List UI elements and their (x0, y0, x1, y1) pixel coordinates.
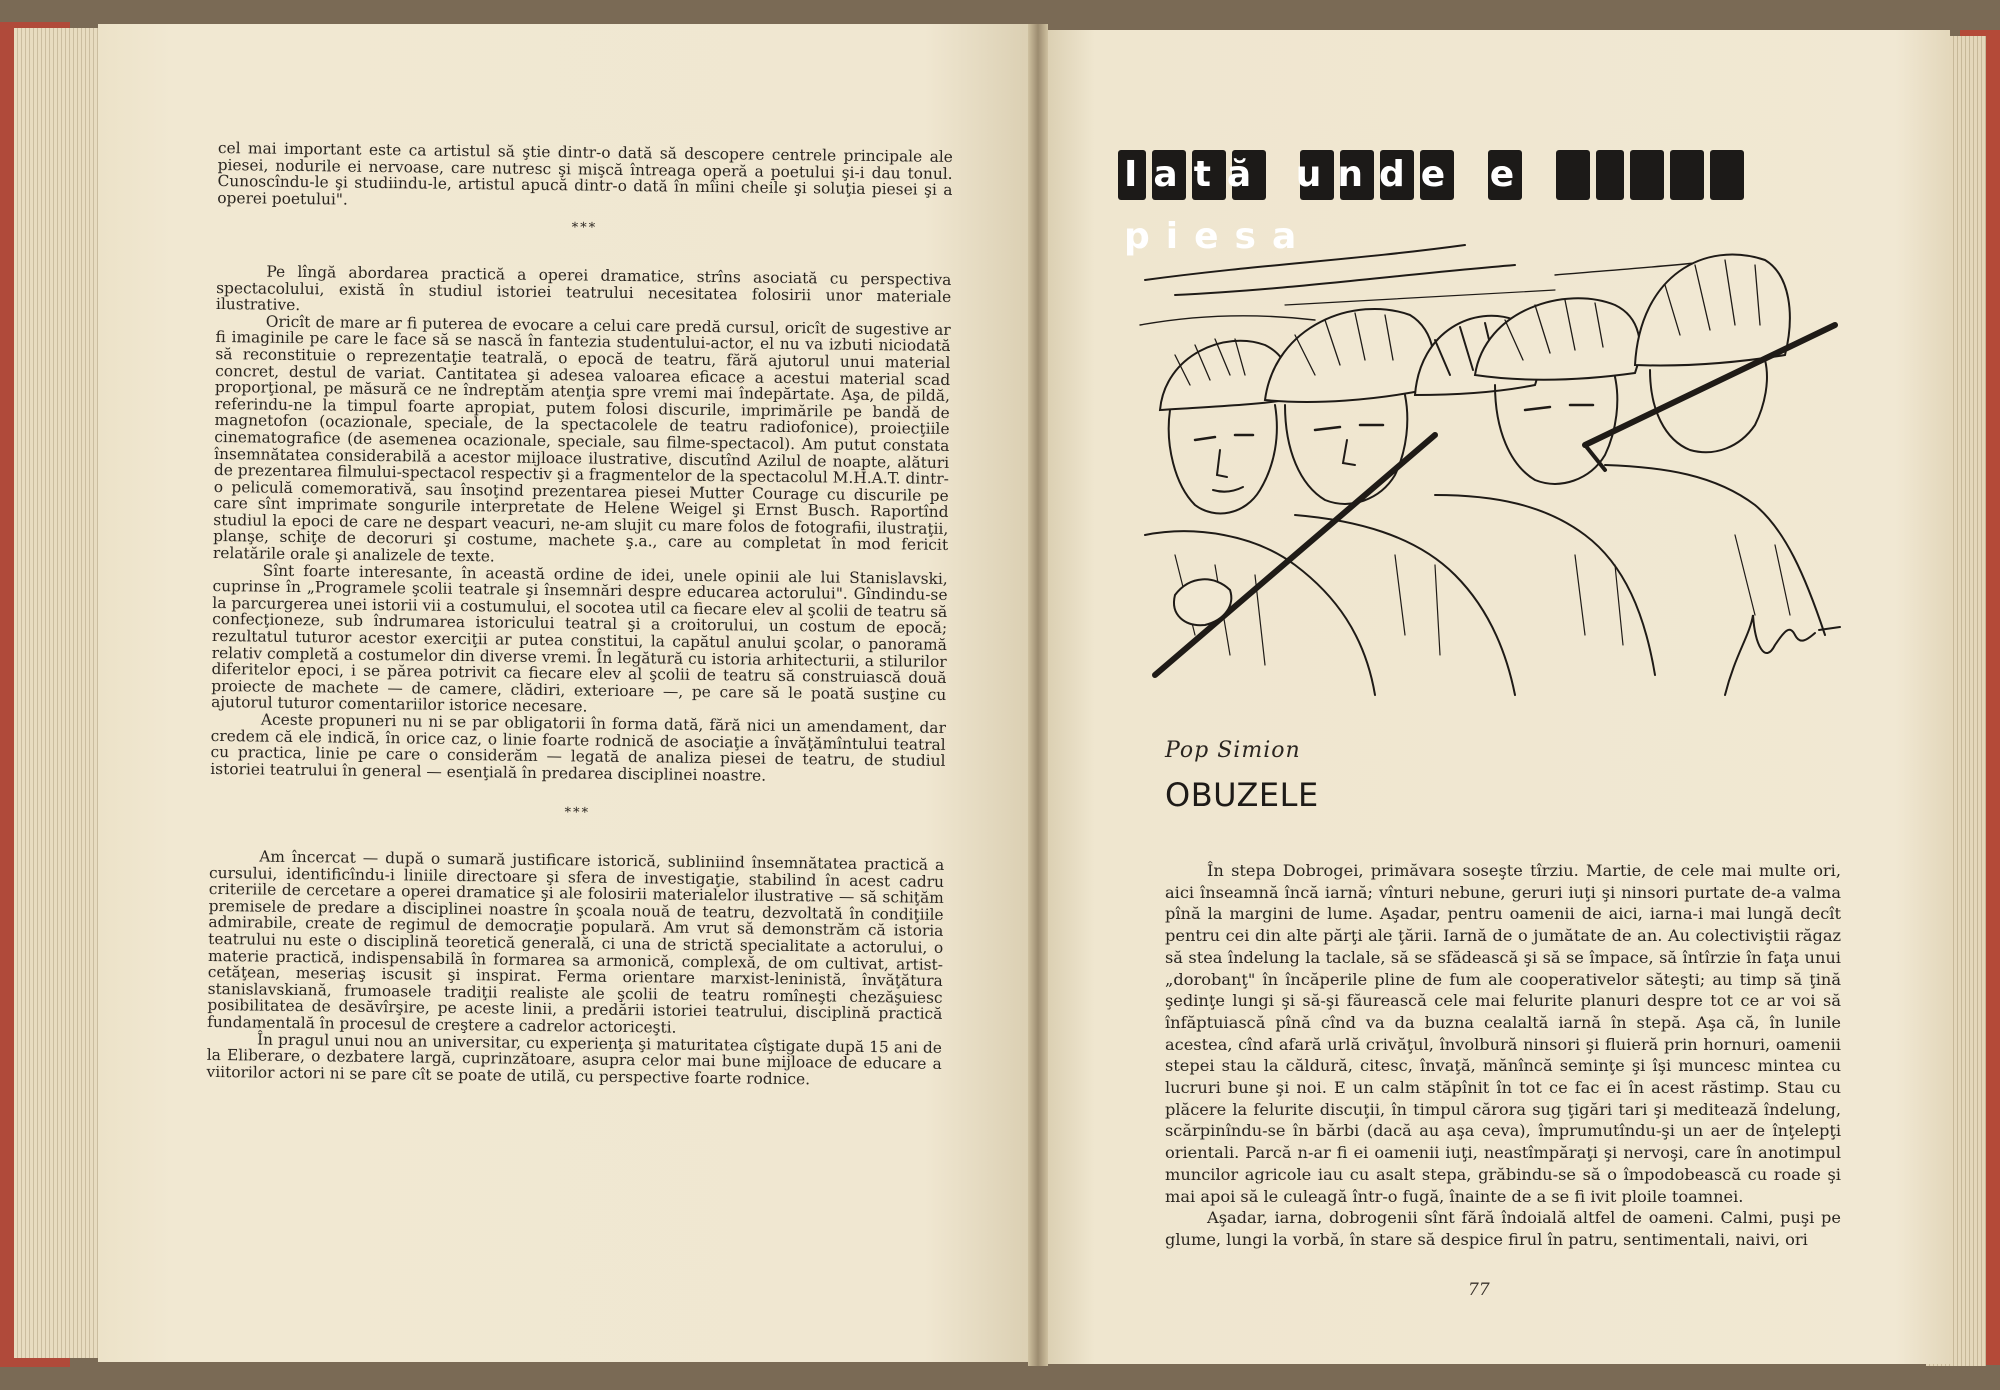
paragraph: Oricît de mare ar fi puterea de evocare a celui care predă cursul, oricît de sugestive ar fi imaginile pe care le face să se nască în fantezia studentului-actor, el nu va izbuti niciodată să reconstituie o reprezentaţie teatrală, o epocă de teatru, fără ajutorul unui material concret, destul de variat. Cantitatea şi adesea valoarea eficace a acestui material scad proporţional, pe măsură ce ne îndreptăm atenţia spre vremi mai îndepărtate. Aşa, de pildă, referindu-ne la timpul foarte apropiat, putem folosi discurile, imprimările pe bandă de magnetofon (ocazionale, speciale, de la spectacolele de teatru radiofonice), proiecţiile cinematografice (de asemenea ocazionale, speciale, sau filme-spectacol). Am putut constata însemnătatea considerabilă a acestor mijloace ilustrative, discutînd Azilul de noapte, alături de prezentarea filmului-spectacol respectiv şi a fragmentelor de la spectacolul M.H.A.T. dintr-o peliculă comemorativă, sau însoţind prezentarea piesei Mutter Courage cu discurile pe care sînt imprimate songurile interpretate de Helene Weigel şi Ernst Busch. Raportînd studiul la epoci de care ne despart veacuri, ne-am slujit cu mare folos de fotografii, ilustraţii, planşe, schiţe de decoruri şi costume, machete ş.a., care au completat în mod fericit relatările orale şi analizele de texte. (212, 312, 951, 566)
paragraph: În stepa Dobrogei, primăvara soseşte tîrziu. Martie, de cele mai multe ori, aici înseamnă încă iarnă; vînturi nebune, geruri iuţi şi ninsori purtate de-a valma pînă la margini de lume. Aşadar, pentru oamenii de aici, iarna-i mai lungă decît pentru cei din alte părţi ale ţării. Iarnă de o jumătate de an. Au colectiviştii răgaz să stea îndelung la taclale, să se sfădească şi să se împace, să întîrzie în faţa unui „dorobanţ" în încăperile pline de fum ale cooperativelor săteşti; au timp să ţină şedinţe lungi şi să-şi făurească cele mai felurite planuri despre tot ce ar voi să înfăptuiască pînă cînd va da buzna cealaltă iarnă în stepă. Aşa că, în lunile acestea, cînd afară urlă crivăţul, învolbură ninsori şi fluieră prin hornuri, oamenii stepei stau la căldură, citesc, învaţă, mănîncă seminţe şi îşi muncesc mintea cu lucruri bune şi noi. E un calm stăpînit în tot ce fac ei în acest răstimp. Stau cu plăcere la felurite discuţii, în timpul cărora sug ţigări tari şi meditează îndelung, scărpinîndu-se în bărbi (dacă au aşa ceva), împrumutîndu-şi un aer de înţelepţi orientali. Parcă n-ar fi ei oamenii iuţi, neastîmpăraţi şi nervoşi, care în anotimpul muncilor agricole iau cu asalt stepa, grăbindu-se să o împodobească cu roade şi mai apoi să le culeagă într-o fugă, înainte de a se fi ivit ploile toamnei. (1165, 861, 1841, 1206)
paragraph: Aceste propuneri nu ni se par obligatorii în forma dată, fără nici un amendament, dar credem că ele indică, în orice caz, o linie foarte rodnică de asociaţie a învăţămîntului teatral cu practica, linie pe care o considerăm — legată de analiza piesei de teatru, de studiul istoriei teatrului în general — esenţială în predarea disciplinei noastre. (210, 710, 946, 785)
title-letter-block (1710, 150, 1744, 200)
soldiers-illustration (1135, 235, 1855, 705)
paragraph: Pe lîngă abordarea practică a operei dramatice, strîns asociată cu perspectiva spectacolului, există în studiul istoriei teatrului necesitatea folosirii unor materiale ilustrative. (215, 262, 952, 315)
paragraph: cel mai important este ca artistul să ştie dintr-o dată să descopere centrele principale ale piesei, nodurile ei nervoase, care nutresc şi mişcă întreaga operă a poetului şi-i dau tonul. Cunoscîndu-le şi studiindu-le, artistul apucă dintr-o dată în mîini cheile şi soluţia piesei şi a operei poetului". (217, 139, 953, 209)
section-title (1118, 150, 1638, 257)
paragraph: Sînt foarte interesante, în această ordine de idei, unele opinii ale lui Stanislavski, cuprinse în „Programele şcolii teatrale şi însemnări despre educarea actorului". Gîndindu-se la parcurgerea unei istorii vii a costumului, el socotea util ca fiecare elev al şcolii de teatru să confecţioneze, sub îndrumarea istoricului teatral şi a croitorului, un costum de epocă; rezultatul tuturor acestor exerciţii ar putea constitui, la capătul anului şcolar, o panoramă relativ completă a costumelor din diverse vremi. În legătură cu istoria arhitecturii, a stilurilor diferitelor epoci, i se părea potrivit ca fiecare elev al şcolii de teatru să construiască două proiecte de machete — de camere, clădiri, exterioare —, pe care să le poată susţine cu ajutorul tuturor comentariilor istorice necesare. (211, 561, 948, 716)
left-page-text (207, 140, 953, 1089)
section-separator: *** (571, 220, 598, 237)
page-edges-left (14, 28, 104, 1358)
section-title-text: Iată unde e piesa (1124, 154, 1531, 257)
page-number: 77 (1468, 1280, 1490, 1300)
story-title: OBUZELE (1165, 776, 1319, 814)
story-author: Pop Simion (1165, 738, 1301, 763)
title-letter-block (1670, 150, 1704, 200)
paragraph: În pragul unui nou an universitar, cu experienţa şi maturitatea cîştigate după 15 ani de la Eliberare, o dezbatere largă, cuprinzătoare, asupra celor mai bune mijloace de educare a viitorilor actori ni se pare cît se poate de utilă, cu perspective foarte rodnice. (206, 1030, 943, 1088)
right-page-text (1165, 860, 1841, 1251)
book-gutter (1028, 24, 1048, 1366)
section-separator: *** (564, 805, 591, 821)
paragraph: Am încercat — după o sumară justificare istorică, subliniind însemnătatea practică a cursului, identificîndu-i liniile directoare şi sfera de investigaţie, stabilind în acest cadru criteriile de cercetare a operei dramatice şi ale folosirii materialelor ilustrative — să schiţăm premisele de predare a disciplinei noastre în şcoala nouă de teatru, dezvoltată în condiţiile admirabile, create de regimul de democraţie populară. Am vrut să demonstrăm că istoria teatrului nu este o disciplină teoretică generală, ci una de strictă specialitate a actorului, o materie practică, indispensabilă în formarea sa armonică, complexă, de om cultivat, artist-cetăţean, meseriaş iscusit şi inspirat. Ferma orientare marxist-leninistă, învăţătura stanislavskiană, frumoasele tradiţii realiste ale şcolii de teatru romîneşti chezăşuiesc posibilitatea de desăvîrşire, pe aceste linii, a predării istoriei teatrului, disciplină practică fundamentală în procesul de creştere a cadrelor actoriceşti. (207, 847, 945, 1037)
paragraph: Aşadar, iarna, dobrogenii sînt fără îndoială altfel de oameni. Calmi, puşi pe glume, lungi la vorbă, în stare să despice firul în patru, sentimentali, naivi, ori (1165, 1208, 1841, 1249)
